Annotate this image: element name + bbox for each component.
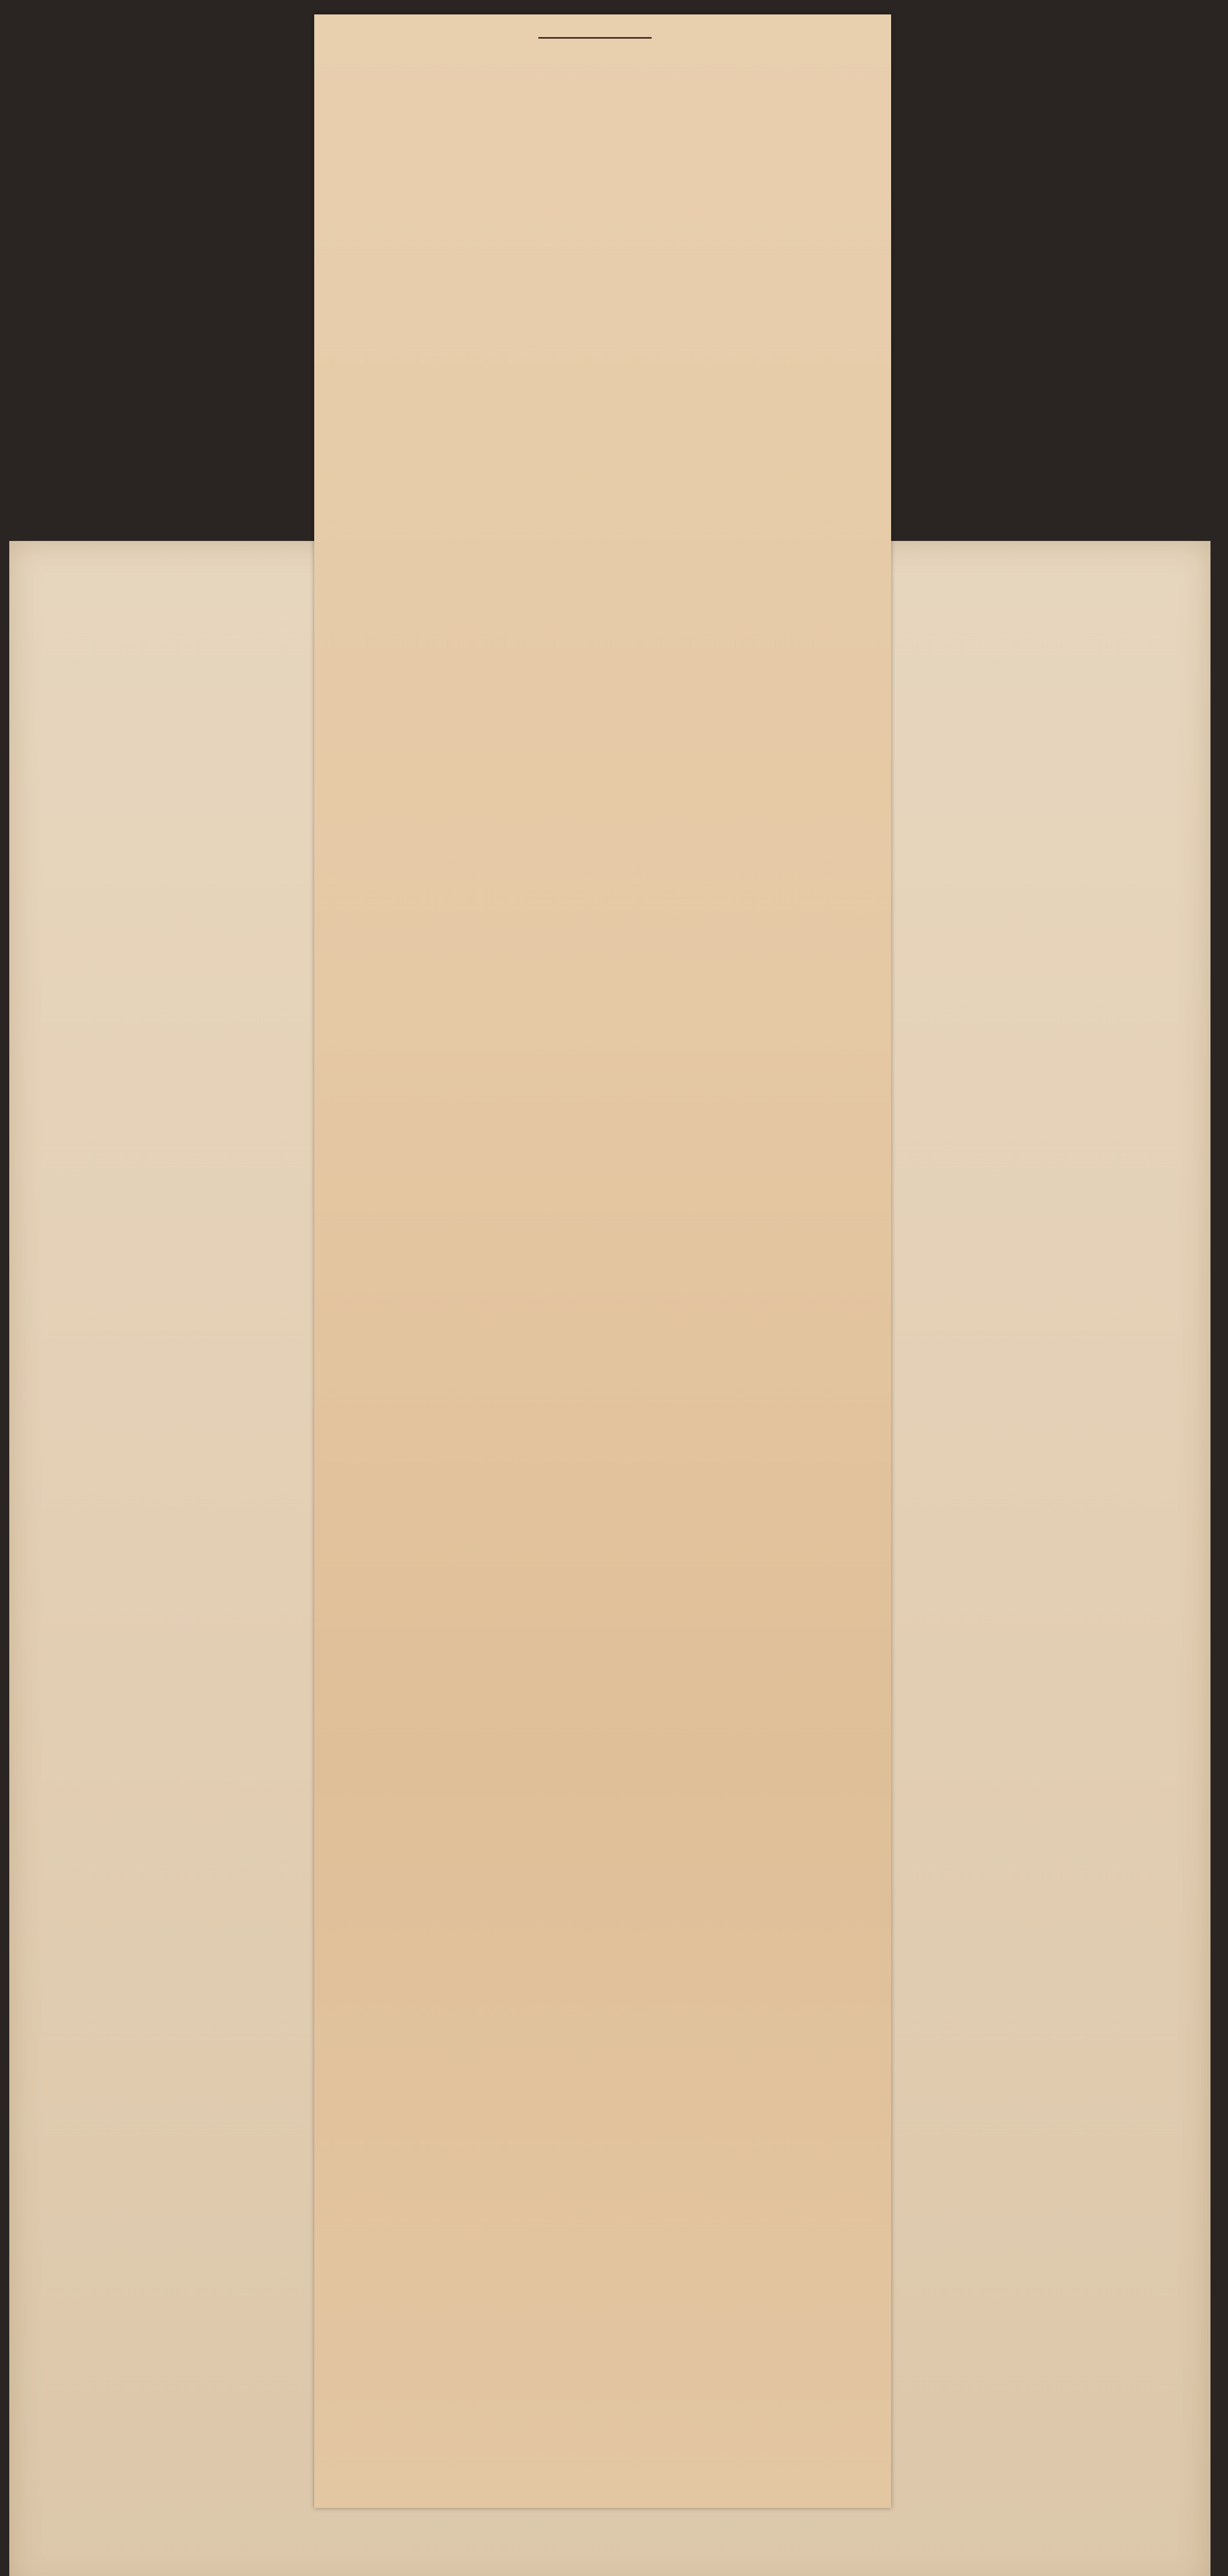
newspaper-clipping [314, 14, 891, 2508]
section-divider [538, 37, 652, 39]
